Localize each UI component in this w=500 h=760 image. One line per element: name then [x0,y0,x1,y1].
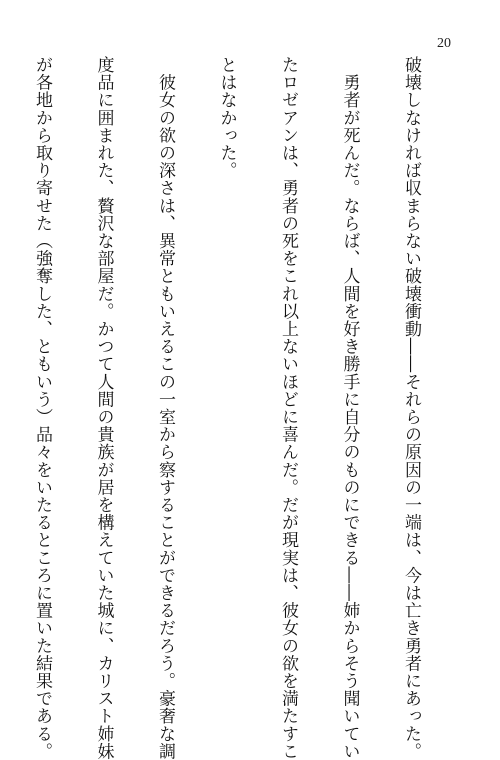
text-line: 度品に囲まれた、贅沢な部屋だ。かつて人間の貴族が居を構えていた城に、カリスト姉妹 [93,56,114,760]
text-line: が各地から取り寄せた（強奪した、ともいう）品々をいたるところに置いた結果である。 [32,56,52,760]
page-number: 20 [437,36,451,51]
text-line: とはなかった。 [216,56,237,180]
vertical-text-block [32,56,462,760]
text-line: 彼女の欲の深さは、異常ともいえるこの一室から察することができるだろう。豪奢な調 [155,56,175,760]
text-line: 破壊しなければ収まらない破壊衝動――それらの原因の一端は、今は亡き勇者にあった。 [401,56,421,760]
text-line: たロゼアンは、勇者の死をこれ以上ないほどに喜んだ。だが現実は、彼女の欲を満たすこ [278,56,298,760]
text-line: 勇者が死んだ。ならば、人間を好き勝手に自分のものにできる――姉からそう聞いてい [339,56,360,760]
